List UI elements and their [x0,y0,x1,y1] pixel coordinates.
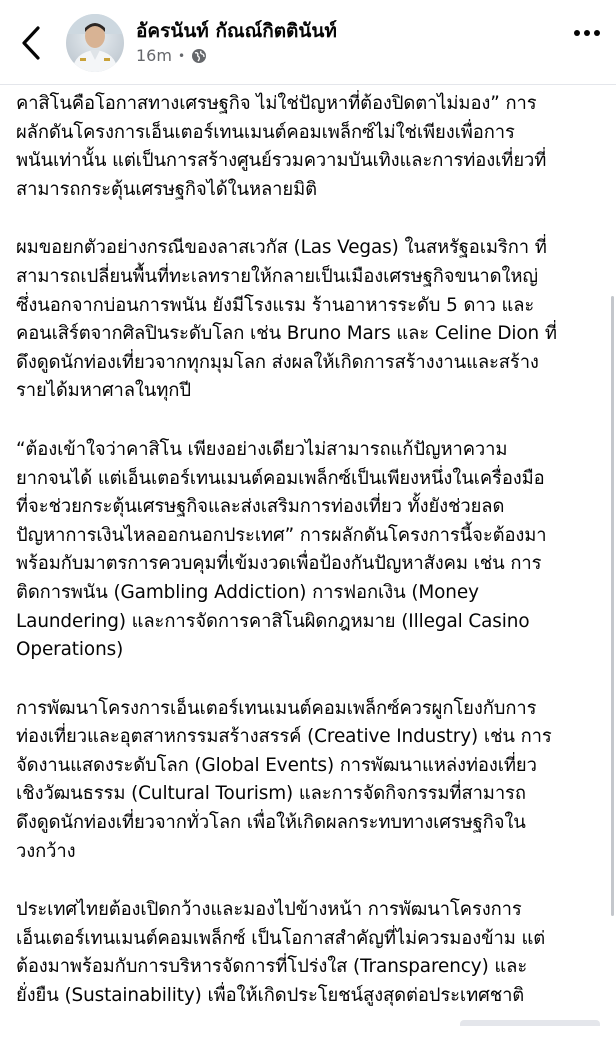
post-text-line: ยั่งยืน (Sustainability) เพื่อให้เกิดประโยชน์สูงสุดต่อประเทศชาติ [16,985,525,1007]
author-avatar[interactable] [66,14,124,72]
more-horizontal-icon-dot [594,30,600,36]
scrollbar-thumb[interactable] [611,296,614,916]
globe-icon [191,48,207,64]
post-meta [136,46,207,65]
post-text-line: สามารถเปลี่ยนพื้นที่ทะเลทรายให้กลายเป็นเมืองเศรษฐกิจขนาดใหญ่ [16,265,538,287]
post-text-line: ต้องมาพร้อมกับการบริหารจัดการที่โปร่งใส (Transparency) และ [16,956,528,978]
post-text-line: ที่จะช่วยกระตุ้นเศรษฐกิจและส่งเสริมการท่องเที่ยว ทั้งยังช่วยลด [16,496,505,518]
post-text-line: การพัฒนาโครงการเอ็นเตอร์เทนเมนต์คอมเพล็กซ์ควรผูกโยงกับการ [16,697,537,719]
post-text-line: ติดการพนัน (Gambling Addiction) การฟอกเงิน (Money [16,581,479,603]
post-text-line: คาสิโนคือโอกาสทางเศรษฐกิจ ไม่ใช่ปัญหาที่ต้องปิดตาไม่มอง” การ [16,93,537,114]
post-text-line: วงกว้าง [16,840,76,862]
post-time[interactable]: 16m [136,46,172,65]
post-paragraph [16,90,600,204]
post-text-line: คอนเสิร์ตจากศิลปินระดับโลก เช่น Bruno Mars และ Celine Dion ที่ [16,323,557,345]
post-header [0,0,616,85]
post-text-line: พนันเท่านั้น แต่เป็นการสร้างศูนย์รวมความบันเทิงและการท่องเที่ยวที่ [16,150,547,172]
post-paragraph [16,896,600,1010]
more-horizontal-icon-dot [584,30,590,36]
post-body [16,90,600,1041]
author-name[interactable]: อัครนันท์ กัณณ์กิตตินันท์ [136,20,337,42]
post-text-line: รายได้มหาศาลในทุกปี [16,380,191,402]
post-text-line: ท่องเที่ยวและอุตสาหกรรมสร้างสรรค์ (Creative Industry) เช่น การ [16,726,552,748]
post-text-line: พร้อมกับมาตรการควบคุมที่เข้มงวดเพื่อป้องกันปัญหาสังคม เช่น การ [16,553,542,575]
meta-separator: • [177,48,186,63]
post-text-line: ประเทศไทยต้องเปิดกว้างและมองไปข้างหน้า การพัฒนาโครงการ [16,899,522,921]
post-text-line: ผลักดันโครงการเอ็นเตอร์เทนเมนต์คอมเพล็กซ์ไม่ใช่เพียงเพื่อการ [16,121,515,143]
post-paragraph [16,695,600,867]
back-button[interactable] [16,24,50,62]
post-text-line: Laundering) และการจัดการคาสิโนผิดกฎหมาย (Illegal Casino [16,610,530,632]
post-text-line: จัดงานแสดงระดับโลก (Global Events) การพัฒนาแหล่งท่องเที่ยว [16,754,537,776]
post-text-line: ปัญหาการเงินไหลออกนอกประเทศ” การผลักดันโครงการนี้จะต้องมา [16,524,547,546]
chevron-left-icon [16,24,50,62]
post-text-line: ซึ่งนอกจากบ่อนการพนัน ยังมีโรงแรม ร้านอาหารระดับ 5 ดาว และ [16,294,535,316]
post-text-line: “ต้องเข้าใจว่าคาสิโน เพียงอย่างเดียวไม่สามารถแก้ปัญหาความ [16,438,508,460]
post-text-line: เอ็นเตอร์เทนเมนต์คอมเพล็กซ์ เป็นโอกาสสำคัญที่ไม่ควรมองข้าม แต่ [16,927,546,949]
post-text-line: ดึงดูดนักท่องเที่ยวจากทั่วโลก เพื่อให้เกิดผลกระทบทางเศรษฐกิจใน [16,812,526,834]
post-text-line: ดึงดูดนักท่องเที่ยวจากทุกมุมโลก ส่งผลให้เกิดการสร้างงานและสร้าง [16,351,539,373]
avatar-photo [66,14,124,72]
post-text-line: ผมขอยกตัวอย่างกรณีของลาสเวกัส (Las Vegas) ในสหรัฐอเมริกา ที่ [16,237,547,259]
post-paragraph [16,436,600,665]
post-text-line: สามารถกระตุ้นเศรษฐกิจได้ในหลายมิติ [16,178,317,200]
post-text-line: Operations) [16,639,124,661]
post-text-line: เชิงวัฒนธรรม (Cultural Tourism) และการจัดกิจกรรมที่สามารถ [16,783,526,805]
post-paragraph [16,234,600,406]
more-horizontal-icon [574,30,580,36]
bottom-sheet-handle [460,1020,600,1026]
more-options-button[interactable] [574,30,600,36]
post-text-line: ยากจนได้ แต่เอ็นเตอร์เทนเมนต์คอมเพล็กซ์เป็นเพียงหนึ่งในเครื่องมือ [16,467,545,489]
